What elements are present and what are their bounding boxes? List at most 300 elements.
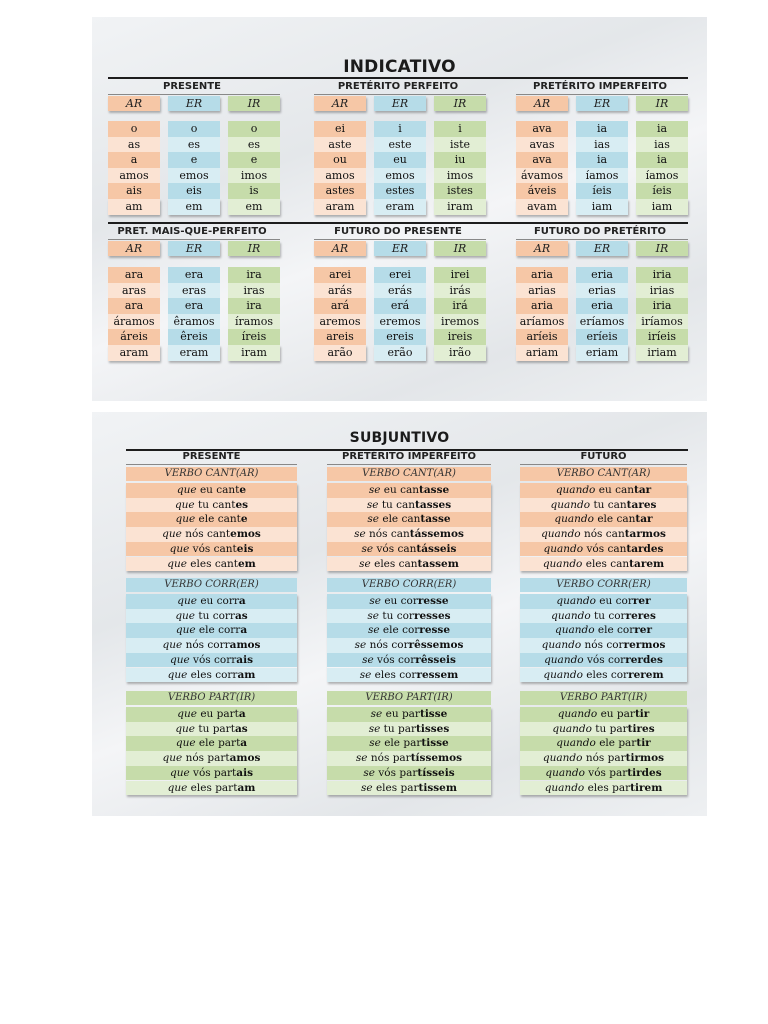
pronoun: eu	[200, 708, 214, 720]
ending-cell: imos	[228, 168, 280, 184]
verb-header-ir: VERBO PART(IR)	[520, 691, 687, 705]
ending-cell: am	[108, 199, 160, 215]
ending-cell: iria	[636, 267, 688, 283]
conjugation-row	[327, 781, 491, 796]
ending-cell: iram	[434, 199, 486, 215]
verb-header-ir: VERBO PART(IR)	[327, 691, 491, 705]
subjuntivo-tense-rule	[327, 464, 491, 465]
verb-ending: as	[234, 722, 248, 735]
ending-cell: iria	[636, 298, 688, 314]
verb-stem: cant	[216, 484, 240, 496]
verb-stem: part	[207, 752, 230, 765]
verb-ending: tissem	[418, 781, 457, 794]
pronoun: eu	[383, 484, 397, 496]
conjugation-row	[520, 766, 687, 781]
conjunction: se	[361, 781, 373, 794]
conjunction: quando	[554, 513, 594, 526]
ending-cell: ia	[576, 121, 628, 137]
verb-stem: par	[618, 737, 637, 750]
ending-cell: ereis	[374, 329, 426, 345]
verb-stem: cant	[214, 557, 238, 570]
conjugation-row	[327, 653, 491, 668]
conjunction: quando	[557, 708, 598, 720]
verb-ending: am	[237, 781, 256, 794]
conjunction: se	[369, 595, 381, 607]
pronoun: eu	[599, 595, 613, 607]
verb-ending: reres	[625, 609, 656, 622]
pronoun: ele	[198, 624, 215, 637]
verb-stem: cor	[391, 639, 409, 652]
conjugation-row	[126, 542, 297, 557]
conjunction: se	[368, 722, 381, 735]
pronoun: tu	[593, 498, 605, 511]
ending-cell: arás	[314, 283, 366, 299]
conjunction: quando	[555, 484, 596, 496]
conjugation-row	[520, 557, 687, 572]
indicativo-title: INDICATIVO	[343, 57, 456, 77]
conjugation-row	[327, 623, 491, 638]
ending-cell: iríeis	[636, 329, 688, 345]
col-header-ar: AR	[516, 241, 568, 256]
ending-cell: ia	[576, 152, 628, 168]
verb-stem: cor	[607, 653, 626, 666]
ending-cell: aremos	[314, 314, 366, 330]
pronoun: vós	[193, 766, 211, 779]
verb-stem: can	[607, 498, 627, 511]
ending-cell: irão	[434, 345, 486, 361]
conjunction: se	[354, 528, 366, 541]
conjunction: que	[177, 708, 197, 720]
verb-ending: tíssemos	[410, 752, 463, 765]
tense-header-futuro-do-pret-rito: FUTURO DO PRETÉRITO	[533, 226, 667, 237]
verb-ending: tísseis	[417, 766, 455, 779]
ending-cell: erás	[374, 283, 426, 299]
ending-cell: aria	[516, 298, 568, 314]
verb-stem: can	[607, 542, 627, 555]
conjugation-row	[520, 498, 687, 513]
verb-stem: cant	[217, 513, 241, 526]
verb-ending: tirdes	[627, 766, 662, 779]
ending-cell: areis	[314, 329, 366, 345]
verb-stem: part	[212, 722, 235, 735]
ending-cell: ais	[108, 183, 160, 199]
ending-cell: íeis	[576, 183, 628, 199]
conjunction: que	[177, 595, 197, 607]
conjunction: quando	[551, 609, 591, 622]
ending-cell: o	[108, 121, 160, 137]
pronoun: nós	[584, 639, 604, 652]
conjugation-row	[126, 557, 297, 572]
verb-ending: eis	[236, 542, 254, 555]
ending-cell: ireis	[434, 329, 486, 345]
col-header-er: ER	[576, 241, 628, 256]
verb-stem: cor	[400, 595, 418, 607]
tense-header-rule	[516, 94, 688, 95]
ending-cell: a	[108, 152, 160, 168]
tense-header-pret-rito-perfeito: PRETÉRITO PERFEITO	[337, 81, 459, 92]
conjunction: se	[359, 557, 371, 570]
conjunction: que	[169, 653, 190, 666]
subjuntivo-tense-rule	[126, 464, 297, 465]
conjunction: que	[162, 752, 183, 765]
ending-cell: áveis	[516, 183, 568, 199]
pronoun: eles	[585, 557, 607, 570]
ending-cell: ou	[314, 152, 366, 168]
conjunction: quando	[556, 595, 596, 607]
conjunction: se	[367, 624, 380, 637]
ending-cell: aria	[516, 267, 568, 283]
ending-cell: istes	[434, 183, 486, 199]
ending-cell: aste	[314, 137, 366, 153]
ending-cell: ariam	[516, 345, 568, 361]
pronoun: ele	[384, 737, 401, 750]
tense-header-pret-mais-que-perfeito: PRET. MAIS-QUE-PERFEITO	[117, 226, 267, 237]
conjugation-row	[126, 766, 297, 781]
verb-ending: tasses	[415, 498, 452, 511]
conjunction: se	[370, 708, 383, 720]
conjugation-row	[126, 707, 297, 722]
verb-stem: cor	[402, 624, 420, 637]
pronoun: vós	[377, 653, 395, 666]
conjunction: se	[369, 737, 381, 750]
tense-header-rule	[516, 239, 688, 240]
ending-cell: eu	[374, 152, 426, 168]
ending-cell: arão	[314, 345, 366, 361]
pronoun: nós	[583, 528, 603, 541]
conjugation-row	[126, 483, 297, 498]
conjugation-row	[126, 653, 297, 668]
conjugation-row	[327, 527, 491, 542]
col-header-ir: IR	[434, 96, 486, 111]
ending-cell: estes	[374, 183, 426, 199]
ending-cell: arei	[314, 267, 366, 283]
verb-stem: part	[214, 766, 237, 779]
ending-cell: erá	[374, 298, 426, 314]
ending-cell: aram	[108, 345, 160, 361]
ending-cell: iam	[576, 199, 628, 215]
col-header-er: ER	[374, 96, 426, 111]
conjugation-row	[126, 512, 297, 527]
ending-cell: áreis	[108, 329, 160, 345]
verb-stem: part	[218, 737, 241, 750]
verb-stem: corr	[214, 653, 237, 666]
verb-ending: a	[240, 624, 248, 637]
pronoun: nós	[185, 752, 205, 765]
ending-cell: eríamos	[576, 314, 628, 330]
ending-cell: i	[374, 121, 426, 137]
verb-ending: tisse	[419, 708, 448, 720]
conjugation-row	[126, 751, 297, 766]
pronoun: vós	[376, 542, 395, 555]
ending-cell: êreis	[168, 329, 220, 345]
col-header-ir: IR	[434, 241, 486, 256]
ending-cell: irias	[636, 283, 688, 299]
verb-ending: as	[234, 609, 248, 622]
conjugation-row	[327, 498, 491, 513]
pronoun: tu	[382, 609, 394, 622]
verb-stem: cor	[610, 668, 629, 681]
verb-ending: tisses	[416, 722, 450, 735]
verb-stem: par	[403, 737, 422, 750]
verb-stem: par	[399, 766, 418, 779]
verb-ending: tarmos	[624, 528, 666, 541]
verb-ending: a	[238, 708, 246, 720]
verb-stem: can	[396, 498, 416, 511]
conjugation-row	[520, 638, 687, 653]
conjugation-row	[126, 668, 297, 683]
verb-ending: tirem	[630, 781, 663, 794]
verb-stem: cor	[617, 624, 635, 637]
conjugation-row	[520, 623, 687, 638]
conjugation-row	[126, 638, 297, 653]
conjugation-row	[520, 512, 687, 527]
conjunction: que	[167, 781, 188, 794]
verb-ending: tisse	[421, 737, 449, 750]
ending-cell: iu	[434, 152, 486, 168]
col-header-ir: IR	[636, 241, 688, 256]
pronoun: vós	[378, 766, 396, 779]
verb-stem: cor	[606, 639, 624, 652]
verb-ending: tar	[633, 484, 652, 496]
conjugation-row	[327, 751, 491, 766]
conjunction: quando	[541, 639, 582, 652]
col-header-ir: IR	[228, 96, 280, 111]
pronoun: eu	[600, 708, 614, 720]
conjugation-row	[126, 722, 297, 737]
verb-stem: par	[607, 752, 626, 765]
verb-stem: cant	[213, 542, 237, 555]
ending-cell: ara	[108, 298, 160, 314]
ending-cell: iremos	[434, 314, 486, 330]
verb-ending: tares	[626, 498, 657, 511]
col-header-ar: AR	[314, 241, 366, 256]
pronoun: eu	[199, 484, 213, 496]
col-header-ar: AR	[314, 96, 366, 111]
conjunction: que	[170, 766, 190, 779]
pronoun: tu	[198, 722, 210, 735]
verb-ending: e	[240, 513, 248, 526]
conjugation-row	[327, 638, 491, 653]
verb-ending: es	[235, 498, 249, 511]
verb-stem: corr	[218, 624, 241, 637]
conjugation-row	[126, 781, 297, 796]
verb-ending: tir	[636, 737, 651, 750]
ending-cell: as	[108, 137, 160, 153]
verb-stem: can	[605, 528, 625, 541]
conjugation-row	[327, 722, 491, 737]
pronoun: ele	[597, 513, 614, 526]
col-header-ir: IR	[636, 96, 688, 111]
conjunction: que	[167, 668, 188, 681]
ending-cell: eríeis	[576, 329, 628, 345]
conjunction: quando	[543, 668, 583, 681]
verb-stem: can	[401, 513, 421, 526]
verb-stem: cor	[399, 668, 417, 681]
ending-cell: este	[374, 137, 426, 153]
tense-header-rule	[314, 94, 486, 95]
conjugation-row	[327, 594, 491, 609]
pronoun: vós	[586, 653, 605, 666]
subjuntivo-tense-1: PRETÉRITO IMPERFEITO	[342, 451, 476, 462]
verb-ending: ais	[236, 653, 253, 666]
pronoun: eu	[598, 484, 612, 496]
tense-header-presente: PRESENTE	[163, 81, 221, 92]
verb-ending: resse	[417, 595, 449, 607]
pronoun: nós	[370, 752, 390, 765]
ending-cell: ira	[228, 267, 280, 283]
verb-ending: rêssemos	[408, 639, 464, 652]
verb-stem: par	[616, 708, 635, 720]
verb-ending: rerem	[628, 668, 664, 681]
verb-ending: resses	[413, 609, 451, 622]
subjuntivo-tense-2: FUTURO	[580, 451, 627, 462]
verb-ending: ais	[236, 766, 253, 779]
ending-cell: arias	[516, 283, 568, 299]
verb-stem: corr	[215, 668, 238, 681]
ending-cell: astes	[314, 183, 366, 199]
ending-cell: ávamos	[516, 168, 568, 184]
ending-cell: aram	[314, 199, 366, 215]
verb-stem: corr	[216, 595, 239, 607]
pronoun: vós	[586, 542, 605, 555]
conjunction: quando	[543, 542, 584, 555]
ending-cell: em	[168, 199, 220, 215]
conjugation-row	[520, 707, 687, 722]
verb-header-ar: VERBO CANT(AR)	[327, 467, 491, 481]
conjunction: que	[175, 624, 196, 637]
conjunction: quando	[541, 528, 581, 541]
verb-stem: cor	[398, 653, 416, 666]
ending-cell: es	[228, 137, 280, 153]
ending-cell: íramos	[228, 314, 280, 330]
pronoun: nós	[585, 752, 605, 765]
verb-ending: tássemos	[409, 528, 464, 541]
pronoun: eles	[586, 668, 608, 681]
verb-ending: resse	[419, 624, 451, 637]
ending-cell: eis	[168, 183, 220, 199]
ending-cell: iras	[228, 283, 280, 299]
ending-cell: aríeis	[516, 329, 568, 345]
pronoun: ele	[198, 737, 215, 750]
subjuntivo-panel	[92, 412, 707, 816]
verb-header-ar: VERBO CANT(AR)	[520, 467, 687, 481]
verb-stem: can	[615, 484, 634, 496]
verb-stem: can	[616, 513, 636, 526]
conjunction: quando	[552, 722, 592, 735]
ending-cell: ava	[516, 152, 568, 168]
conjugation-row	[520, 542, 687, 557]
conjugation-row	[520, 653, 687, 668]
pronoun: tu	[383, 722, 395, 735]
verb-stem: cor	[615, 595, 633, 607]
ending-cell: ei	[314, 121, 366, 137]
conjunction: que	[162, 528, 182, 541]
conjugation-row	[126, 609, 297, 624]
pronoun: tu	[595, 722, 607, 735]
col-header-er: ER	[168, 96, 220, 111]
verb-ending: tardes	[626, 542, 664, 555]
pronoun: eles	[190, 668, 212, 681]
pronoun: nós	[185, 639, 205, 652]
conjugation-row	[520, 781, 687, 796]
pronoun: ele	[599, 737, 615, 750]
ending-cell: irás	[434, 283, 486, 299]
verb-stem: corr	[212, 609, 235, 622]
ending-cell: iam	[636, 199, 688, 215]
col-header-ar: AR	[108, 241, 160, 256]
verb-stem: par	[612, 781, 631, 794]
ending-cell: irá	[434, 298, 486, 314]
verb-ending: a	[240, 737, 248, 750]
pronoun: ele	[198, 513, 215, 526]
conjunction: se	[361, 542, 374, 555]
ending-cell: i	[434, 121, 486, 137]
verb-ending: e	[239, 484, 247, 496]
verb-header-er: VERBO CORR(ER)	[126, 578, 297, 592]
pronoun: eles	[190, 557, 212, 570]
verb-stem: cant	[212, 498, 236, 511]
verb-ending: rerdes	[625, 653, 663, 666]
pronoun: tu	[594, 609, 605, 622]
conjugation-row	[520, 722, 687, 737]
pronoun: eles	[374, 557, 396, 570]
pronoun: vós	[193, 653, 211, 666]
conjunction: se	[367, 513, 380, 526]
pronoun: ele	[382, 624, 399, 637]
verb-stem: can	[397, 542, 417, 555]
ending-cell: eram	[168, 345, 220, 361]
conjugation-row	[327, 542, 491, 557]
ending-cell: amos	[314, 168, 366, 184]
ending-cell: ará	[314, 298, 366, 314]
ending-cell: aríamos	[516, 314, 568, 330]
conjunction: que	[174, 498, 195, 511]
conjunction: quando	[545, 766, 585, 779]
subjuntivo-tense-0: PRESENTE	[182, 451, 241, 462]
indicativo-middle-rule	[108, 222, 688, 224]
conjunction: que	[175, 513, 196, 526]
pronoun: eles	[374, 668, 396, 681]
ending-cell: íeis	[636, 183, 688, 199]
ending-cell: emos	[168, 168, 220, 184]
verb-header-er: VERBO CORR(ER)	[520, 578, 687, 592]
verb-stem: par	[392, 752, 411, 765]
verb-ending: ressem	[416, 668, 459, 681]
ending-cell: eria	[576, 267, 628, 283]
conjugation-row	[327, 557, 491, 572]
pronoun: nós	[185, 528, 204, 541]
pronoun: vós	[192, 542, 211, 555]
conjunction: quando	[556, 737, 596, 750]
verb-stem: part	[215, 781, 238, 794]
ending-cell: íreis	[228, 329, 280, 345]
col-header-ar: AR	[108, 96, 160, 111]
verb-stem: corr	[207, 639, 230, 652]
ending-cell: eriam	[576, 345, 628, 361]
conjunction: quando	[550, 498, 591, 511]
conjunction: se	[366, 498, 379, 511]
col-header-er: ER	[576, 96, 628, 111]
verb-ending: rermos	[623, 639, 666, 652]
ending-cell: ara	[108, 267, 160, 283]
verb-stem: can	[610, 557, 630, 570]
verb-ending: tires	[627, 722, 655, 735]
conjugation-row	[126, 527, 297, 542]
col-header-ar: AR	[516, 96, 568, 111]
conjunction: se	[362, 653, 374, 666]
ending-cell: emos	[374, 168, 426, 184]
pronoun: eu	[384, 595, 398, 607]
